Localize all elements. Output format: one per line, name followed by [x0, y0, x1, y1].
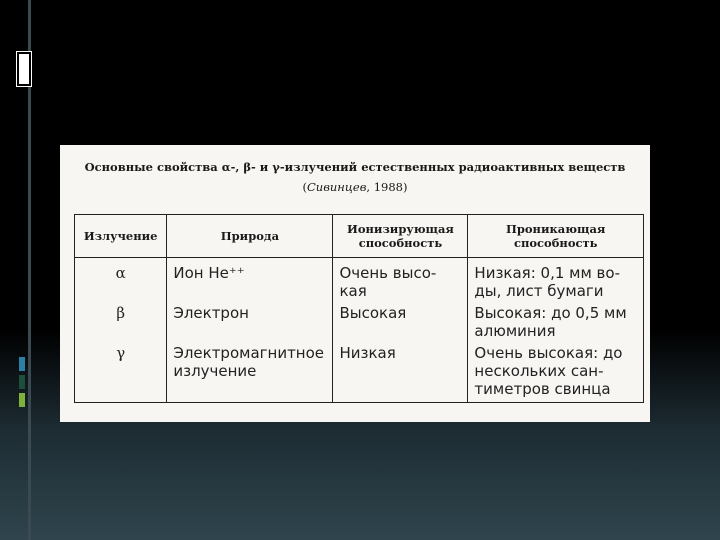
table-source: (Сивинцев, 1988) — [302, 180, 408, 194]
accent-mark-green — [19, 393, 25, 407]
accent-mark-blue — [19, 357, 25, 371]
table-header-row — [75, 215, 644, 258]
radiation-properties-table — [74, 214, 644, 403]
cell-radiation: β — [75, 302, 167, 342]
header-radiation: Излучение — [75, 215, 167, 258]
side-accent-marks — [19, 357, 25, 411]
source-author: Сивинцев — [307, 180, 367, 194]
cell-nature: Ион He⁺⁺ — [167, 258, 333, 303]
cell-radiation: γ — [75, 342, 167, 403]
header-ionizing: Ионизирующая способность — [333, 215, 468, 258]
slide-marker — [17, 52, 31, 86]
cell-penetrating: Низкая: 0,1 мм во-ды, лист бумаги — [468, 258, 644, 303]
cell-nature: Электрон — [167, 302, 333, 342]
cell-penetrating: Высокая: до 0,5 мм алюминия — [468, 302, 644, 342]
table-row — [75, 302, 644, 342]
cell-ionizing: Низкая — [333, 342, 468, 403]
table-row — [75, 258, 644, 303]
cell-radiation: α — [75, 258, 167, 303]
header-penetrating: Проникающая способность — [468, 215, 644, 258]
cell-penetrating: Очень высокая: до нескольких сан-тиметров свинца — [468, 342, 644, 403]
table-row — [75, 342, 644, 403]
cell-ionizing: Высокая — [333, 302, 468, 342]
scanned-document — [60, 145, 650, 422]
cell-nature: Электромагнитное излучение — [167, 342, 333, 403]
table-caption: Основные свойства α-, β- и γ-излучений естественных радиоактивных веществ — [84, 160, 626, 174]
header-nature: Природа — [167, 215, 333, 258]
source-year: , 1988) — [366, 180, 408, 194]
cell-ionizing: Очень высо-кая — [333, 258, 468, 303]
accent-mark-dark-green — [19, 375, 25, 389]
